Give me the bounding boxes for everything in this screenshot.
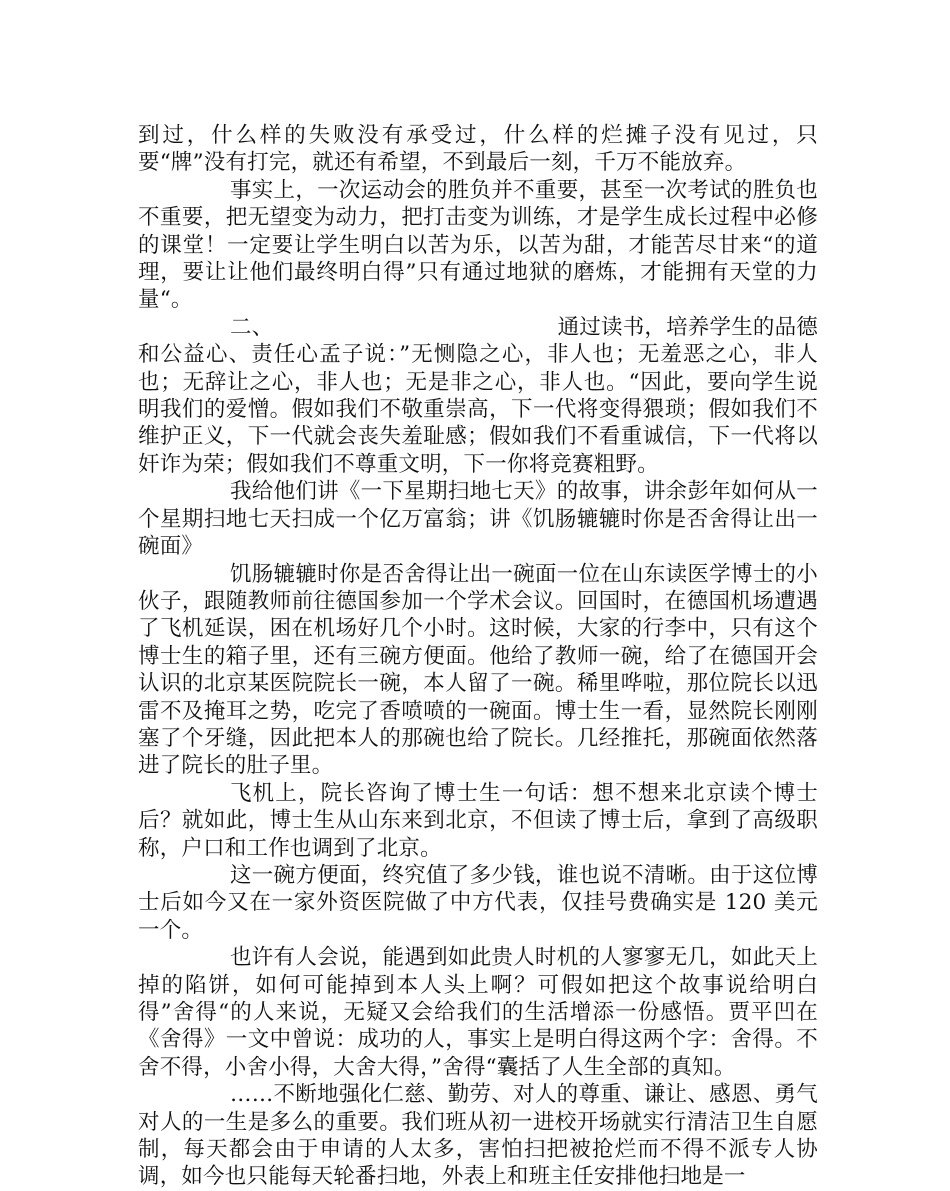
document-body [138,122,818,1191]
paragraph: 和公益心、责任心孟子说：”无恻隐之心，非人也；无羞恶之心，非人也；无辞让之心，非人也；无是非之心，非人也。“因此，要向学生说明我们的爱憎。假如我们不敬重崇高，下一代将变得猥琐；假如我们不维护正义，下一代就会丧失羞耻感；假如我们不看重诚信，下一代将以奸诈为荣；假如我们不尊重文明，下一你将竞赛粗野。 [138,342,818,477]
paragraph: 到过，什么样的失败没有承受过，什么样的烂摊子没有见过，只要“牌”没有打完，就还有希望，不到最后一刻，千万不能放弃。 [138,123,818,176]
paragraph: 我给他们讲《一下星期扫地七天》的故事，讲余彭年如何从一个星期扫地七天扫成一个亿万富翁；讲《饥肠辘辘时你是否舍得让出一碗面》 [138,479,818,560]
section-two [138,314,818,478]
section-number: 二、 [230,314,274,340]
paragraph: 饥肠辘辘时你是否舍得让出一碗面一位在山东读医学博士的小伙子，跟随教师前往德国参加一个学术会议。回国时，在德国机场遭遇了飞机延误，困在机场好几个小时。这时候，大家的行李中，只有这个博士生的箱子里，还有三碗方便面。他给了教师一碗，给了在德国开会认识的北京某医院院长一碗，本人留了一碗。稀里哗啦，那位院长以迅雷不及掩耳之势，吃完了香喷喷的一碗面。博士生一看，显然院长刚刚塞了个牙缝，因此把本人的那碗也给了院长。几经推托，那碗面依然落进了院长的肚子里。 [138,561,818,779]
paragraph: 飞机上，院长咨询了博士生一句话：想不想来北京读个博士后？就如此，博士生从山东来到北京，不但读了博士后，拿到了高级职称，户口和工作也调到了北京。 [138,780,818,861]
section-heading: 通过读书，培养学生的品德 [557,314,818,340]
section-heading-line [138,314,818,341]
paragraph: 这一碗方便面，终究值了多少钱，谁也说不清晰。由于这位博士后如今又在一家外资医院做了中方代表，仅挂号费确实是 120 美元一个。 [138,862,818,943]
paragraph: 事实上，一次运动会的胜负并不重要，甚至一次考试的胜负也不重要，把无望变为动力，把打击变为训练，才是学生成长过程中必修的课堂！一定要让学生明白以苦为乐，以苦为甜，才能苦尽甘来“的道理，要让让他们最终明白得”只有通过地狱的磨炼，才能拥有天堂的力量“。 [138,177,818,313]
paragraph: 也许有人会说，能遇到如此贵人时机的人寥寥无几，如此天上掉的陷饼，如何可能掉到本人头上啊？可假如把这个故事说给明白得”舍得“的人来说，无疑又会给我们的生活增添一份感悟。贾平凹在《舍得》一文中曾说：成功的人，事实上是明白得这两个字：舍得。不舍不得，小舍小得，大舍大得，”舍得“囊括了人生全部的真知。 [138,945,818,1080]
paragraph: ……不断地强化仁慈、勤劳、对人的尊重、谦让、感恩、勇气对人的一生是多么的重要。我们班从初一进校开场就实行清洁卫生自愿制，每天都会由于申请的人太多，害怕扫把被抢烂而不得不派专人协调，如今也只能每天轮番扫地，外表上和班主任安排他扫地是一 [138,1082,818,1190]
